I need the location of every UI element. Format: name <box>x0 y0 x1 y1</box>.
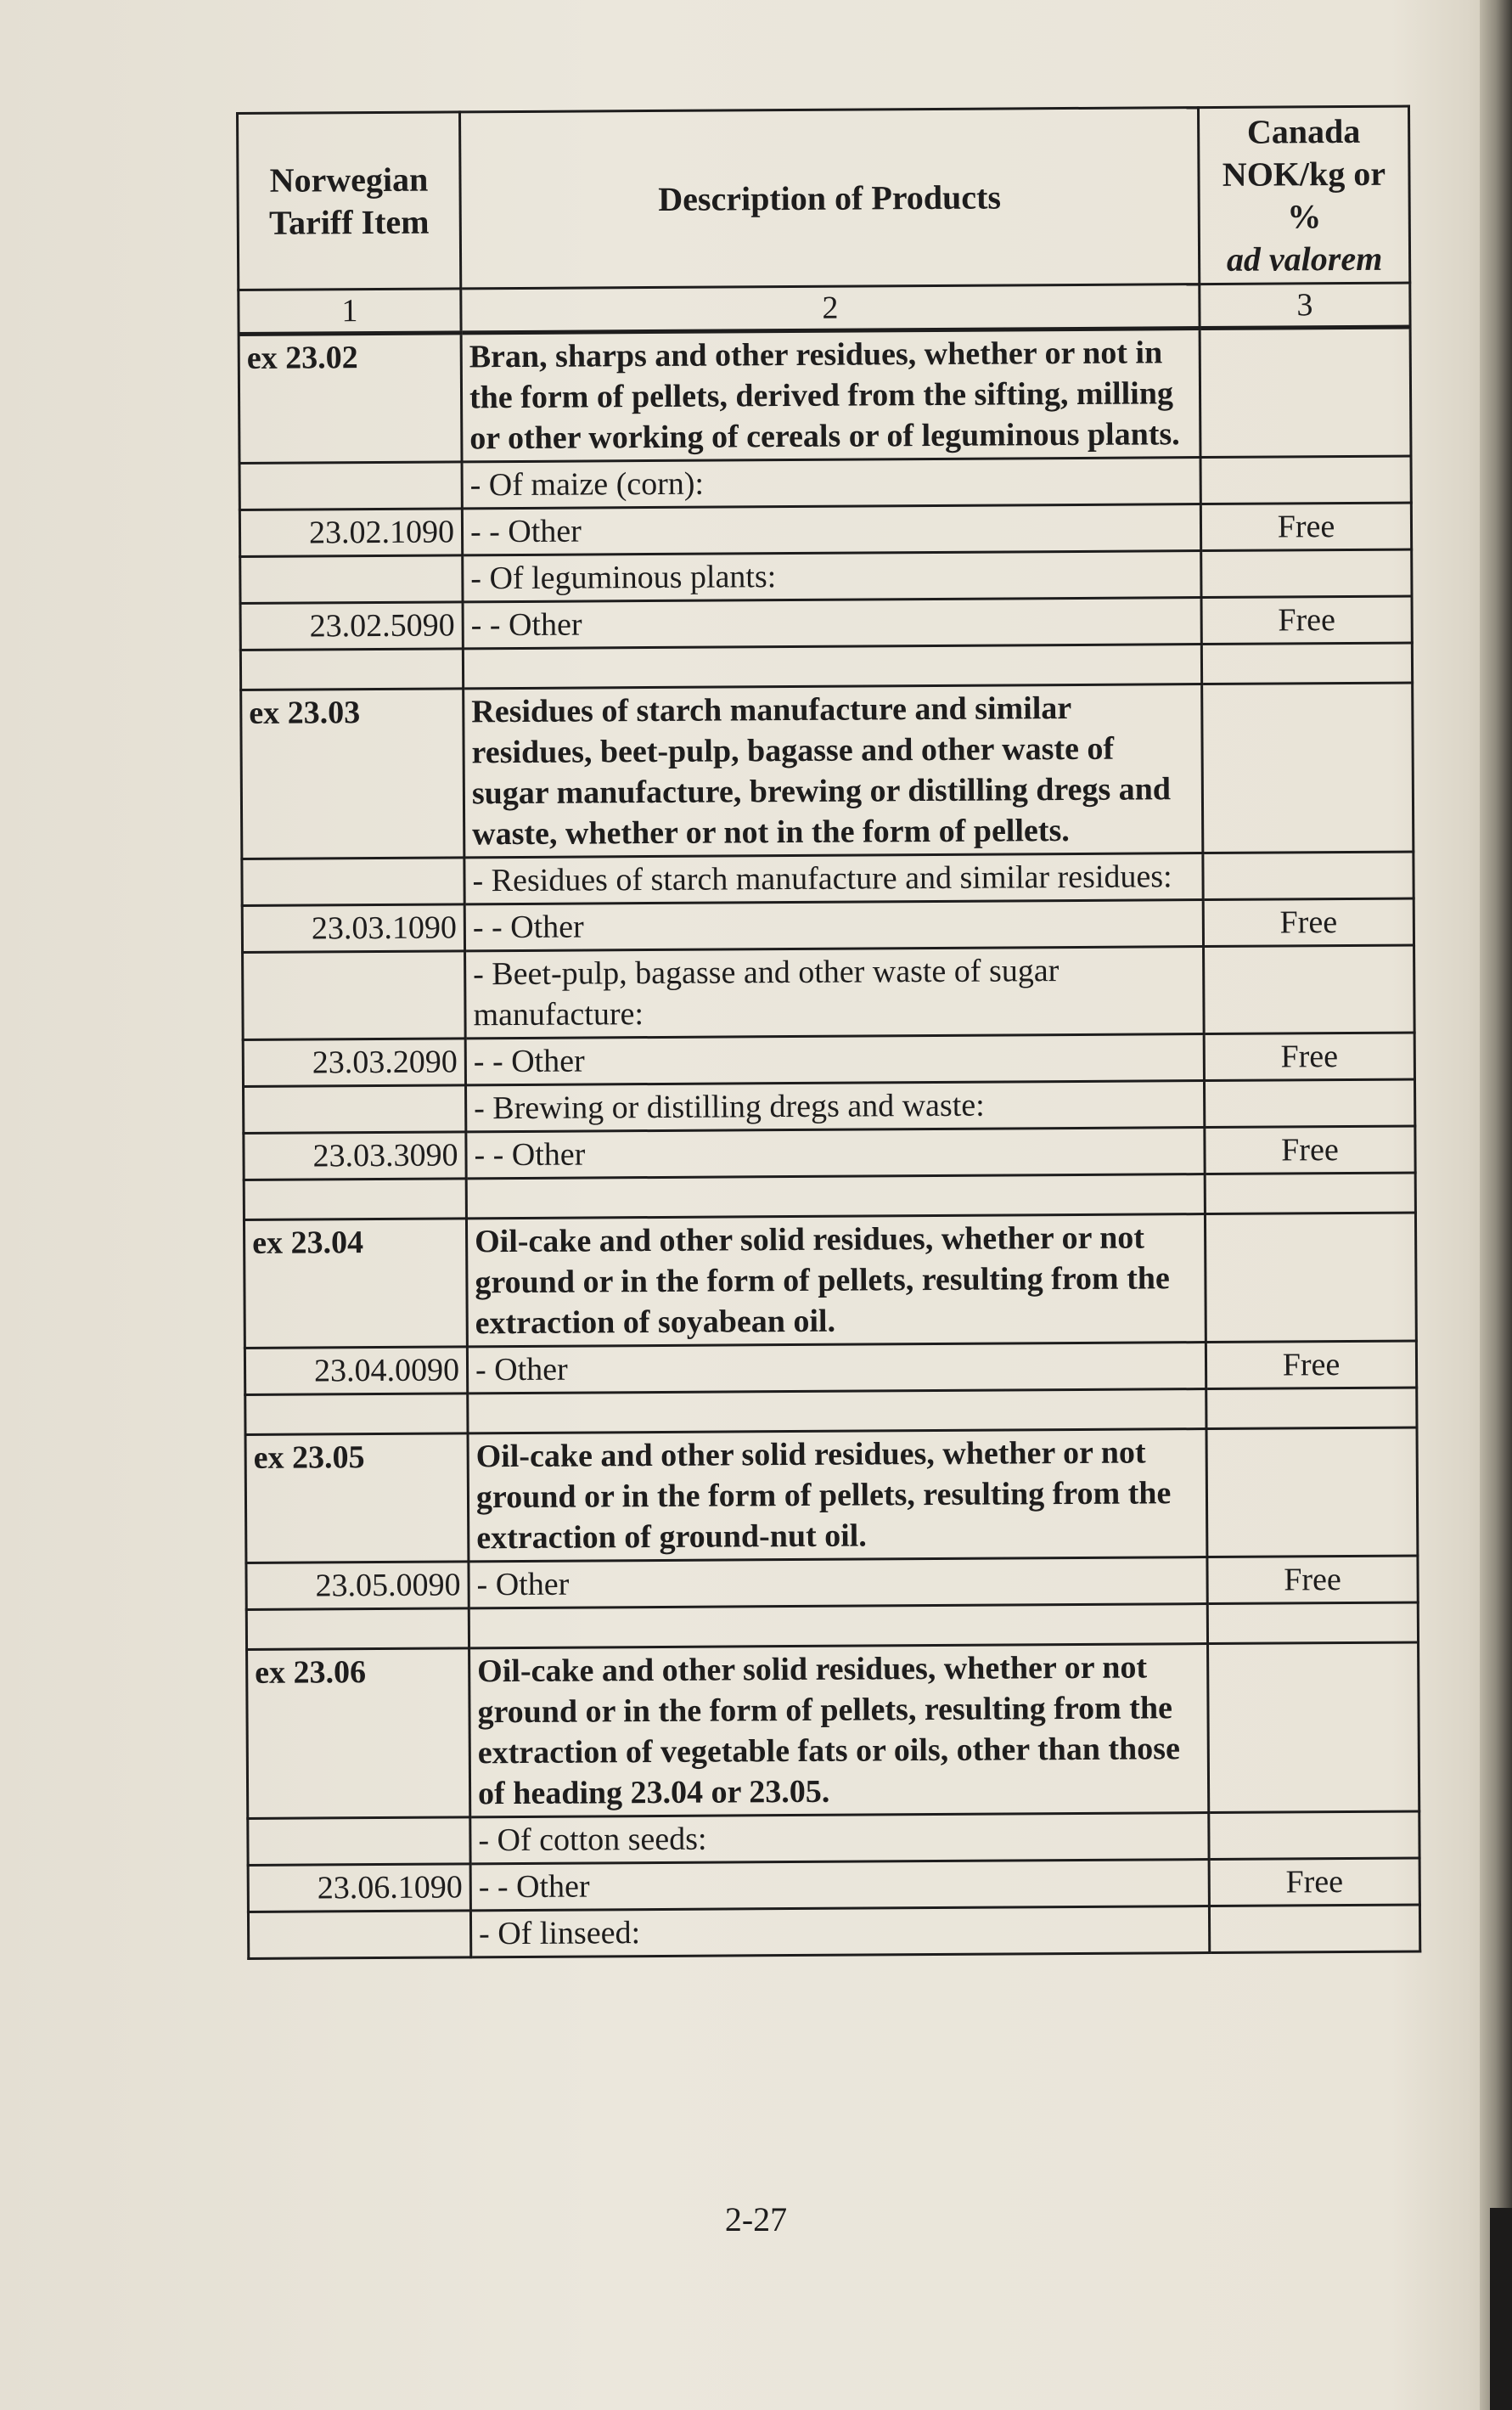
table-row <box>247 1642 1419 1818</box>
tariff-item-cell: 23.03.1090 <box>242 904 464 953</box>
tariff-item-cell <box>248 1911 470 1959</box>
tariff-item-cell <box>244 1085 466 1134</box>
description-cell: - - Other <box>463 598 1201 649</box>
tariff-item-cell: ex 23.02 <box>239 333 462 464</box>
rate-cell <box>1206 1427 1418 1557</box>
tariff-item-cell: 23.03.3090 <box>244 1132 466 1180</box>
rate-cell <box>1208 1642 1419 1813</box>
rate-cell <box>1209 1811 1419 1860</box>
table-row <box>244 1173 1415 1219</box>
table-row <box>239 327 1411 463</box>
description-cell: Oil-cake and other solid residues, whether or not ground or in the form of pellets, resulting from the extraction of soyabean oil. <box>466 1214 1206 1347</box>
table-row <box>244 1079 1415 1133</box>
page-number: 2-27 <box>724 2200 788 2238</box>
book-spine-shadow <box>1480 0 1512 2410</box>
tariff-item-cell: ex 23.05 <box>245 1433 469 1563</box>
rate-cell <box>1206 1388 1417 1429</box>
rate-cell <box>1205 1213 1416 1343</box>
tariff-item-cell: 23.05.0090 <box>246 1562 469 1610</box>
rate-cell: Free <box>1209 1858 1419 1906</box>
table-row <box>244 1213 1416 1348</box>
rate-cell: Free <box>1201 596 1412 645</box>
table-row <box>239 503 1411 556</box>
tariff-item-cell <box>240 555 463 604</box>
tariff-item-cell: 23.04.0090 <box>245 1347 467 1395</box>
rate-cell: Free <box>1206 1341 1416 1389</box>
rate-cell: Free <box>1200 503 1411 551</box>
description-cell: - - Other <box>462 504 1200 555</box>
rate-cell: Free <box>1207 1556 1418 1604</box>
header-norwegian-tariff-item: Norwegian Tariff Item <box>238 112 461 290</box>
tariff-item-cell: 23.02.1090 <box>239 509 462 557</box>
description-cell: - Brewing or distilling dregs and waste: <box>466 1081 1205 1132</box>
header-canada-rate <box>1198 106 1409 284</box>
header-canada-line2: NOK/kg or <box>1222 154 1386 194</box>
rate-cell <box>1205 1173 1415 1214</box>
description-cell: - - Other <box>464 900 1203 951</box>
tariff-item-cell <box>243 951 466 1040</box>
rate-cell: Free <box>1203 898 1414 947</box>
table-row <box>244 1126 1415 1180</box>
tariff-item-cell <box>248 1817 470 1866</box>
description-cell: Bran, sharps and other residues, whether or not in the form of pellets, derived from the sifting, milling or other working of cereals or of leguminous plants. <box>461 329 1200 462</box>
description-cell: - Of maize (corn): <box>462 458 1200 509</box>
table-row <box>243 1033 1414 1086</box>
table-row <box>245 1341 1416 1394</box>
rate-cell <box>1207 1602 1418 1644</box>
rate-cell: Free <box>1205 1126 1415 1174</box>
table-row <box>240 549 1412 603</box>
table-row <box>248 1811 1419 1865</box>
description-cell: Oil-cake and other solid residues, whether or not ground or in the form of pellets, resulting from the extraction of ground-nut oil. <box>468 1429 1207 1562</box>
rate-cell <box>1204 1079 1414 1128</box>
rate-cell <box>1201 549 1412 598</box>
table-row <box>242 898 1414 952</box>
tariff-item-cell: ex 23.03 <box>241 689 464 859</box>
column-number-2: 2 <box>461 284 1200 333</box>
table-row <box>245 1388 1417 1434</box>
description-cell: Oil-cake and other solid residues, whether or not ground or in the form of pellets, resulting from the extraction of vegetable fats or oils, other than those of heading 23.04 or 23.05. <box>469 1644 1209 1817</box>
table-row <box>246 1602 1418 1649</box>
table-row <box>248 1858 1419 1912</box>
column-number-row <box>239 283 1410 334</box>
table-row <box>243 945 1415 1039</box>
tariff-item-cell <box>245 1394 468 1435</box>
header-canada-line1: Canada <box>1246 111 1361 151</box>
description-cell: - Other <box>469 1557 1207 1608</box>
table-row <box>239 456 1411 510</box>
description-cell: - Other <box>467 1343 1206 1394</box>
description-cell: - - Other <box>466 1128 1205 1179</box>
description-cell: - Beet-pulp, bagasse and other waste of sugar manufacture: <box>465 947 1205 1039</box>
table-row <box>245 1427 1418 1563</box>
description-cell: - Of cotton seeds: <box>470 1813 1209 1864</box>
description-cell: Residues of starch manufacture and similar residues, beet-pulp, bagasse and other waste of sugar manufacture, brewing or distilling dregs and waste, whether or not in the form of pellets. <box>464 684 1203 858</box>
rate-cell <box>1200 327 1411 458</box>
table-row <box>242 852 1414 905</box>
rate-cell: Free <box>1204 1033 1414 1081</box>
rate-cell <box>1204 945 1415 1034</box>
table-row <box>240 643 1412 690</box>
rate-cell <box>1200 456 1411 504</box>
description-cell: - - Other <box>465 1034 1204 1085</box>
header-canada-line3: % <box>1287 196 1322 235</box>
tariff-item-cell: 23.06.1090 <box>248 1864 470 1912</box>
rate-cell <box>1201 643 1412 684</box>
tariff-item-cell <box>242 858 464 906</box>
column-number-1: 1 <box>239 289 461 335</box>
tariff-item-cell: ex 23.04 <box>244 1219 467 1349</box>
description-cell <box>469 1604 1207 1648</box>
tariff-item-cell: ex 23.06 <box>247 1648 470 1819</box>
tariff-item-cell <box>239 462 462 510</box>
header-description-of-products: Description of Products <box>460 108 1200 289</box>
description-cell <box>463 645 1201 689</box>
rate-cell <box>1202 683 1414 853</box>
tariff-item-cell: 23.03.2090 <box>243 1039 465 1087</box>
tariff-table <box>236 105 1421 1960</box>
table-row <box>248 1905 1419 1958</box>
description-cell <box>466 1174 1205 1219</box>
description-cell <box>468 1389 1206 1433</box>
description-cell: - Of leguminous plants: <box>463 551 1201 602</box>
tariff-item-cell <box>246 1608 469 1650</box>
tariff-table-body <box>239 327 1420 1958</box>
tariff-item-cell <box>240 649 463 690</box>
table-row <box>240 596 1412 650</box>
header-canada-line4: ad valorem <box>1226 239 1383 279</box>
table-header-row <box>238 106 1410 290</box>
rate-cell <box>1209 1905 1419 1953</box>
rate-cell <box>1203 852 1414 900</box>
table-row <box>241 683 1414 859</box>
description-cell: - - Other <box>470 1860 1209 1911</box>
column-number-3: 3 <box>1200 283 1410 329</box>
tariff-item-cell: 23.02.5090 <box>240 602 463 650</box>
description-cell: - Of linseed: <box>470 1906 1209 1957</box>
tariff-item-cell <box>244 1179 466 1220</box>
description-cell: - Residues of starch manufacture and similar residues: <box>464 853 1203 904</box>
table-row <box>246 1556 1418 1609</box>
